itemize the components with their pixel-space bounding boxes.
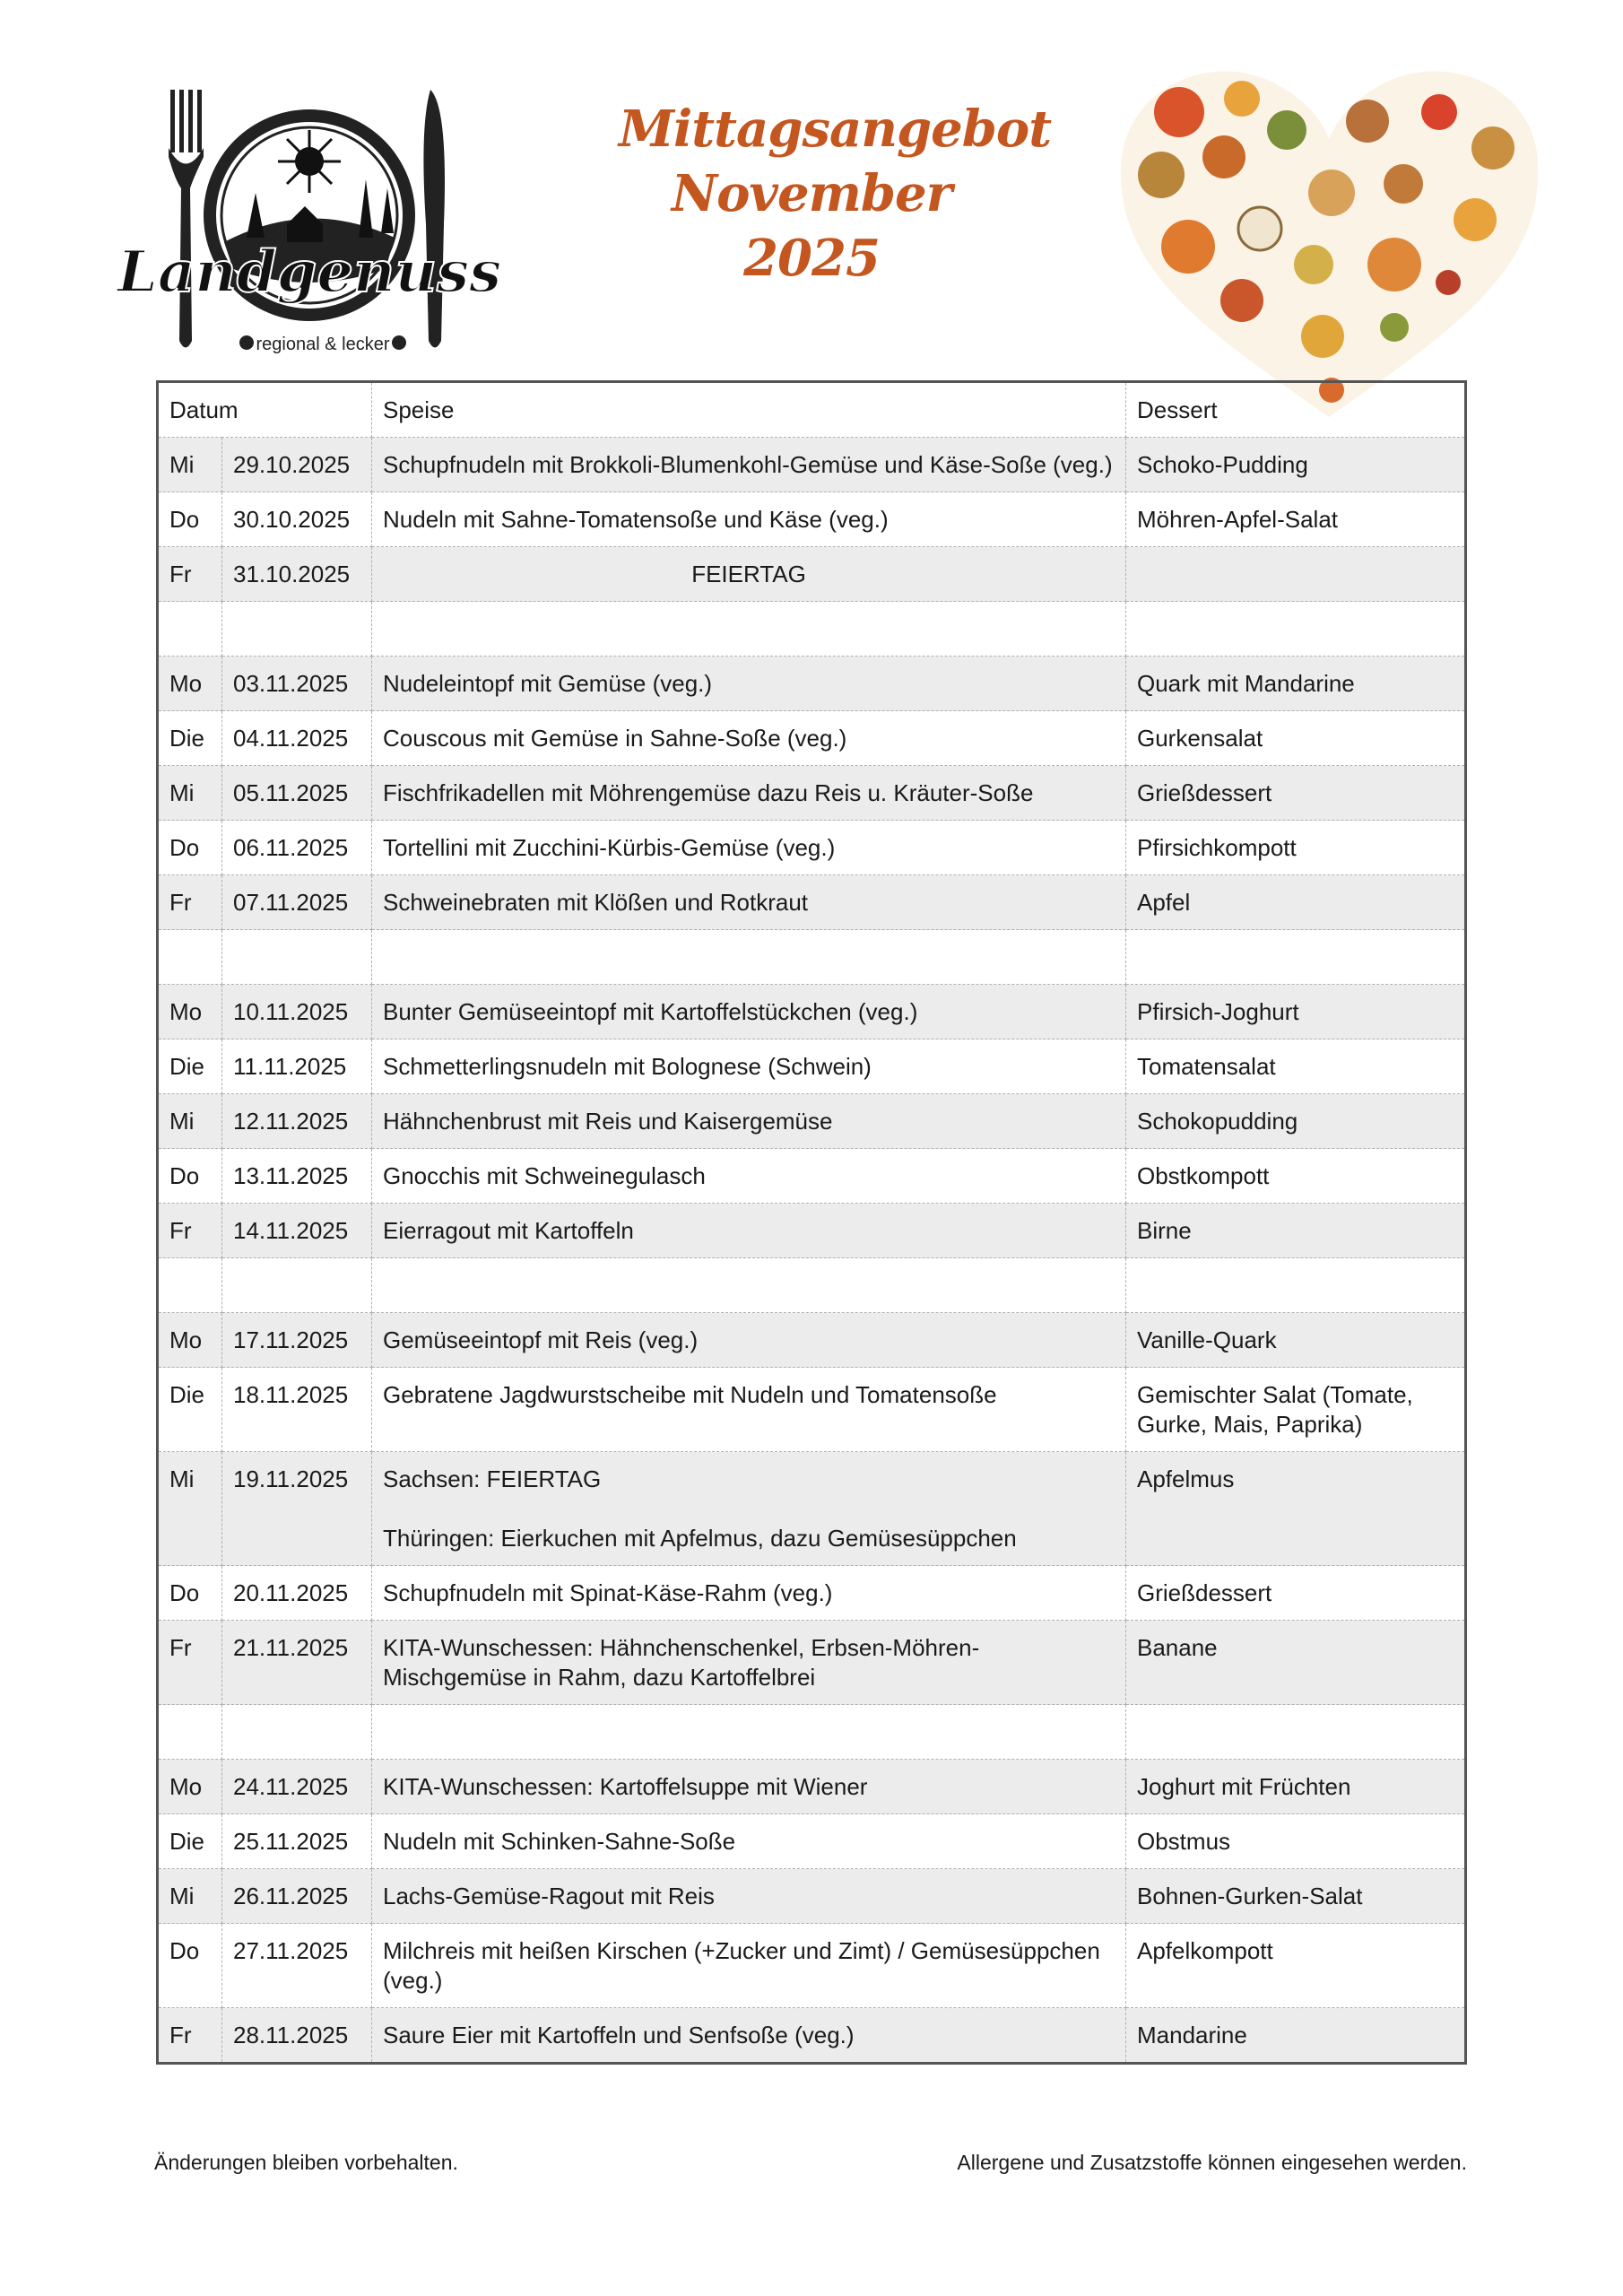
- table-row: [158, 1760, 1466, 1814]
- dish-cell: Eierragout mit Kartoffeln: [372, 1204, 1126, 1258]
- table-row: [158, 657, 1466, 711]
- table-row: [158, 1924, 1466, 2008]
- date-cell: 04.11.2025: [222, 711, 372, 766]
- date-cell: [222, 1705, 372, 1760]
- date-cell: 24.11.2025: [222, 1760, 372, 1814]
- day-cell: Mo: [158, 1313, 222, 1368]
- dessert-cell: Birne: [1126, 1204, 1466, 1258]
- spacer-row: [158, 1705, 1466, 1760]
- table-row: [158, 821, 1466, 875]
- date-cell: 11.11.2025: [222, 1039, 372, 1094]
- dessert-cell: [1126, 602, 1466, 657]
- date-cell: 20.11.2025: [222, 1566, 372, 1621]
- table-row: [158, 1814, 1466, 1869]
- title-line-1: Mittagsangebot: [619, 100, 1052, 159]
- header-date: Datum: [158, 382, 372, 438]
- table-row: [158, 1566, 1466, 1621]
- dessert-cell: Grießdessert: [1126, 1566, 1466, 1621]
- day-cell: Fr: [158, 2008, 222, 2064]
- table-row: [158, 711, 1466, 766]
- spacer-row: [158, 930, 1466, 985]
- dish-cell: Couscous mit Gemüse in Sahne-Soße (veg.): [372, 711, 1126, 766]
- date-cell: 19.11.2025: [222, 1452, 372, 1566]
- autumn-heart-illustration: [1107, 49, 1551, 422]
- day-cell: Die: [158, 711, 222, 766]
- dessert-cell: Grießdessert: [1126, 766, 1466, 821]
- dish-cell: Fischfrikadellen mit Möhrengemüse dazu Reis u. Kräuter-Soße: [372, 766, 1126, 821]
- dish-cell: Nudeln mit Schinken-Sahne-Soße: [372, 1814, 1126, 1869]
- dish-cell: Schupfnudeln mit Spinat-Käse-Rahm (veg.): [372, 1566, 1126, 1621]
- table-row: [158, 438, 1466, 492]
- date-cell: 28.11.2025: [222, 2008, 372, 2064]
- table-row: [158, 1621, 1466, 1705]
- dessert-cell: Schokopudding: [1126, 1094, 1466, 1149]
- dessert-cell: Schoko-Pudding: [1126, 438, 1466, 492]
- table-row: [158, 492, 1466, 547]
- dessert-cell: [1126, 1705, 1466, 1760]
- day-cell: Mi: [158, 766, 222, 821]
- date-cell: 06.11.2025: [222, 821, 372, 875]
- date-cell: 30.10.2025: [222, 492, 372, 547]
- table-header-row: [158, 382, 1466, 438]
- dish-cell: [372, 1705, 1126, 1760]
- table-row: [158, 1039, 1466, 1094]
- dessert-cell: Obstmus: [1126, 1814, 1466, 1869]
- dish-cell: Schmetterlingsnudeln mit Bolognese (Schwein): [372, 1039, 1126, 1094]
- day-cell: Mi: [158, 1094, 222, 1149]
- day-cell: Fr: [158, 875, 222, 930]
- table-row: [158, 985, 1466, 1039]
- day-cell: Do: [158, 1924, 222, 2008]
- header-dessert: Dessert: [1126, 382, 1466, 438]
- dessert-cell: Apfelmus: [1126, 1452, 1466, 1566]
- day-cell: Do: [158, 1566, 222, 1621]
- dish-cell: KITA-Wunschessen: Kartoffelsuppe mit Wiener: [372, 1760, 1126, 1814]
- dish-cell: Nudeleintopf mit Gemüse (veg.): [372, 657, 1126, 711]
- day-cell: [158, 602, 222, 657]
- dish-cell: Schweinebraten mit Klößen und Rotkraut: [372, 875, 1126, 930]
- dessert-cell: Quark mit Mandarine: [1126, 657, 1466, 711]
- day-cell: Do: [158, 1149, 222, 1204]
- day-cell: Mo: [158, 985, 222, 1039]
- dessert-cell: Mandarine: [1126, 2008, 1466, 2064]
- date-cell: 12.11.2025: [222, 1094, 372, 1149]
- dish-cell: [372, 1452, 1126, 1566]
- day-cell: [158, 1258, 222, 1313]
- title-line-2: November 2025: [671, 164, 952, 288]
- table-row: [158, 766, 1466, 821]
- dessert-cell: [1126, 547, 1466, 602]
- dish-cell: Milchreis mit heißen Kirschen (+Zucker und Zimt) / Gemüsesüppchen (veg.): [372, 1924, 1126, 2008]
- dessert-cell: Tomatensalat: [1126, 1039, 1466, 1094]
- day-cell: Fr: [158, 1621, 222, 1705]
- footer-note-allergens: Allergene und Zusatzstoffe können eingesehen werden.: [957, 2151, 1467, 2174]
- date-cell: 17.11.2025: [222, 1313, 372, 1368]
- spacer-row: [158, 1258, 1466, 1313]
- date-cell: 03.11.2025: [222, 657, 372, 711]
- dessert-cell: Obstkompott: [1126, 1149, 1466, 1204]
- day-cell: Die: [158, 1814, 222, 1869]
- page-title: [619, 97, 1052, 291]
- table-row: [158, 1204, 1466, 1258]
- dessert-cell: Gemischter Salat (Tomate, Gurke, Mais, Paprika): [1126, 1368, 1466, 1452]
- dish-text-alt: Thüringen: Eierkuchen mit Apfelmus, dazu Gemüsesüppchen: [383, 1525, 1017, 1552]
- dessert-cell: Apfel: [1126, 875, 1466, 930]
- table-row: [158, 1149, 1466, 1204]
- table-row: [158, 875, 1466, 930]
- footer-note-changes: Änderungen bleiben vorbehalten.: [154, 2151, 458, 2174]
- logo-tagline: regional & lecker: [256, 335, 390, 354]
- dish-cell: Gemüseeintopf mit Reis (veg.): [372, 1313, 1126, 1368]
- menu-table: [156, 380, 1467, 2065]
- day-cell: Fr: [158, 1204, 222, 1258]
- table-row: [158, 2008, 1466, 2064]
- date-cell: 25.11.2025: [222, 1814, 372, 1869]
- table-row: [158, 1452, 1466, 1566]
- day-cell: Fr: [158, 547, 222, 602]
- spacer-row: [158, 602, 1466, 657]
- date-cell: 26.11.2025: [222, 1869, 372, 1924]
- table-row: [158, 547, 1466, 602]
- day-cell: Do: [158, 821, 222, 875]
- day-cell: Mo: [158, 1760, 222, 1814]
- dish-cell: [372, 930, 1126, 985]
- day-cell: Do: [158, 492, 222, 547]
- dish-cell: Gnocchis mit Schweinegulasch: [372, 1149, 1126, 1204]
- dish-cell: [372, 1258, 1126, 1313]
- dessert-cell: Gurkensalat: [1126, 711, 1466, 766]
- dessert-cell: Bohnen-Gurken-Salat: [1126, 1869, 1466, 1924]
- day-cell: Mi: [158, 1452, 222, 1566]
- date-cell: 14.11.2025: [222, 1204, 372, 1258]
- day-cell: [158, 1705, 222, 1760]
- date-cell: [222, 930, 372, 985]
- day-cell: Die: [158, 1039, 222, 1094]
- dish-cell: Hähnchenbrust mit Reis und Kaisergemüse: [372, 1094, 1126, 1149]
- header-dish: Speise: [372, 382, 1126, 438]
- date-cell: 13.11.2025: [222, 1149, 372, 1204]
- day-cell: Mi: [158, 438, 222, 492]
- table-row: [158, 1368, 1466, 1452]
- day-cell: Die: [158, 1368, 222, 1452]
- dish-cell: Tortellini mit Zucchini-Kürbis-Gemüse (veg.): [372, 821, 1126, 875]
- dessert-cell: Pfirsich-Joghurt: [1126, 985, 1466, 1039]
- dish-cell: FEIERTAG: [372, 547, 1126, 602]
- date-cell: [222, 1258, 372, 1313]
- dish-cell: KITA-Wunschessen: Hähnchenschenkel, Erbsen-Möhren-Mischgemüse in Rahm, dazu Kartoffelbrei: [372, 1621, 1126, 1705]
- date-cell: 07.11.2025: [222, 875, 372, 930]
- dish-cell: [372, 602, 1126, 657]
- dish-cell: Schupfnudeln mit Brokkoli-Blumenkohl-Gemüse und Käse-Soße (veg.): [372, 438, 1126, 492]
- dessert-cell: Pfirsichkompott: [1126, 821, 1466, 875]
- dessert-cell: [1126, 1258, 1466, 1313]
- dish-cell: Gebratene Jagdwurstscheibe mit Nudeln und Tomatensoße: [372, 1368, 1126, 1452]
- day-cell: [158, 930, 222, 985]
- table-row: [158, 1094, 1466, 1149]
- date-cell: 21.11.2025: [222, 1621, 372, 1705]
- table-row: [158, 1313, 1466, 1368]
- date-cell: 05.11.2025: [222, 766, 372, 821]
- day-cell: Mo: [158, 657, 222, 711]
- date-cell: 27.11.2025: [222, 1924, 372, 2008]
- logo-name: Landgenuss: [117, 239, 502, 306]
- date-cell: 31.10.2025: [222, 547, 372, 602]
- dessert-cell: Apfelkompott: [1126, 1924, 1466, 2008]
- dish-cell: Nudeln mit Sahne-Tomatensoße und Käse (veg.): [372, 492, 1126, 547]
- dish-cell: Bunter Gemüseeintopf mit Kartoffelstückchen (veg.): [372, 985, 1126, 1039]
- landgenuss-logo: [117, 90, 502, 359]
- dessert-cell: Banane: [1126, 1621, 1466, 1705]
- date-cell: [222, 602, 372, 657]
- table-row: [158, 1869, 1466, 1924]
- dessert-cell: [1126, 930, 1466, 985]
- date-cell: 18.11.2025: [222, 1368, 372, 1452]
- date-cell: 29.10.2025: [222, 438, 372, 492]
- dish-text: Sachsen: FEIERTAG: [383, 1465, 602, 1492]
- day-cell: Mi: [158, 1869, 222, 1924]
- dessert-cell: Möhren-Apfel-Salat: [1126, 492, 1466, 547]
- date-cell: 10.11.2025: [222, 985, 372, 1039]
- dessert-cell: Joghurt mit Früchten: [1126, 1760, 1466, 1814]
- dessert-cell: Vanille-Quark: [1126, 1313, 1466, 1368]
- dish-cell: Saure Eier mit Kartoffeln und Senfsoße (veg.): [372, 2008, 1126, 2064]
- dish-cell: Lachs-Gemüse-Ragout mit Reis: [372, 1869, 1126, 1924]
